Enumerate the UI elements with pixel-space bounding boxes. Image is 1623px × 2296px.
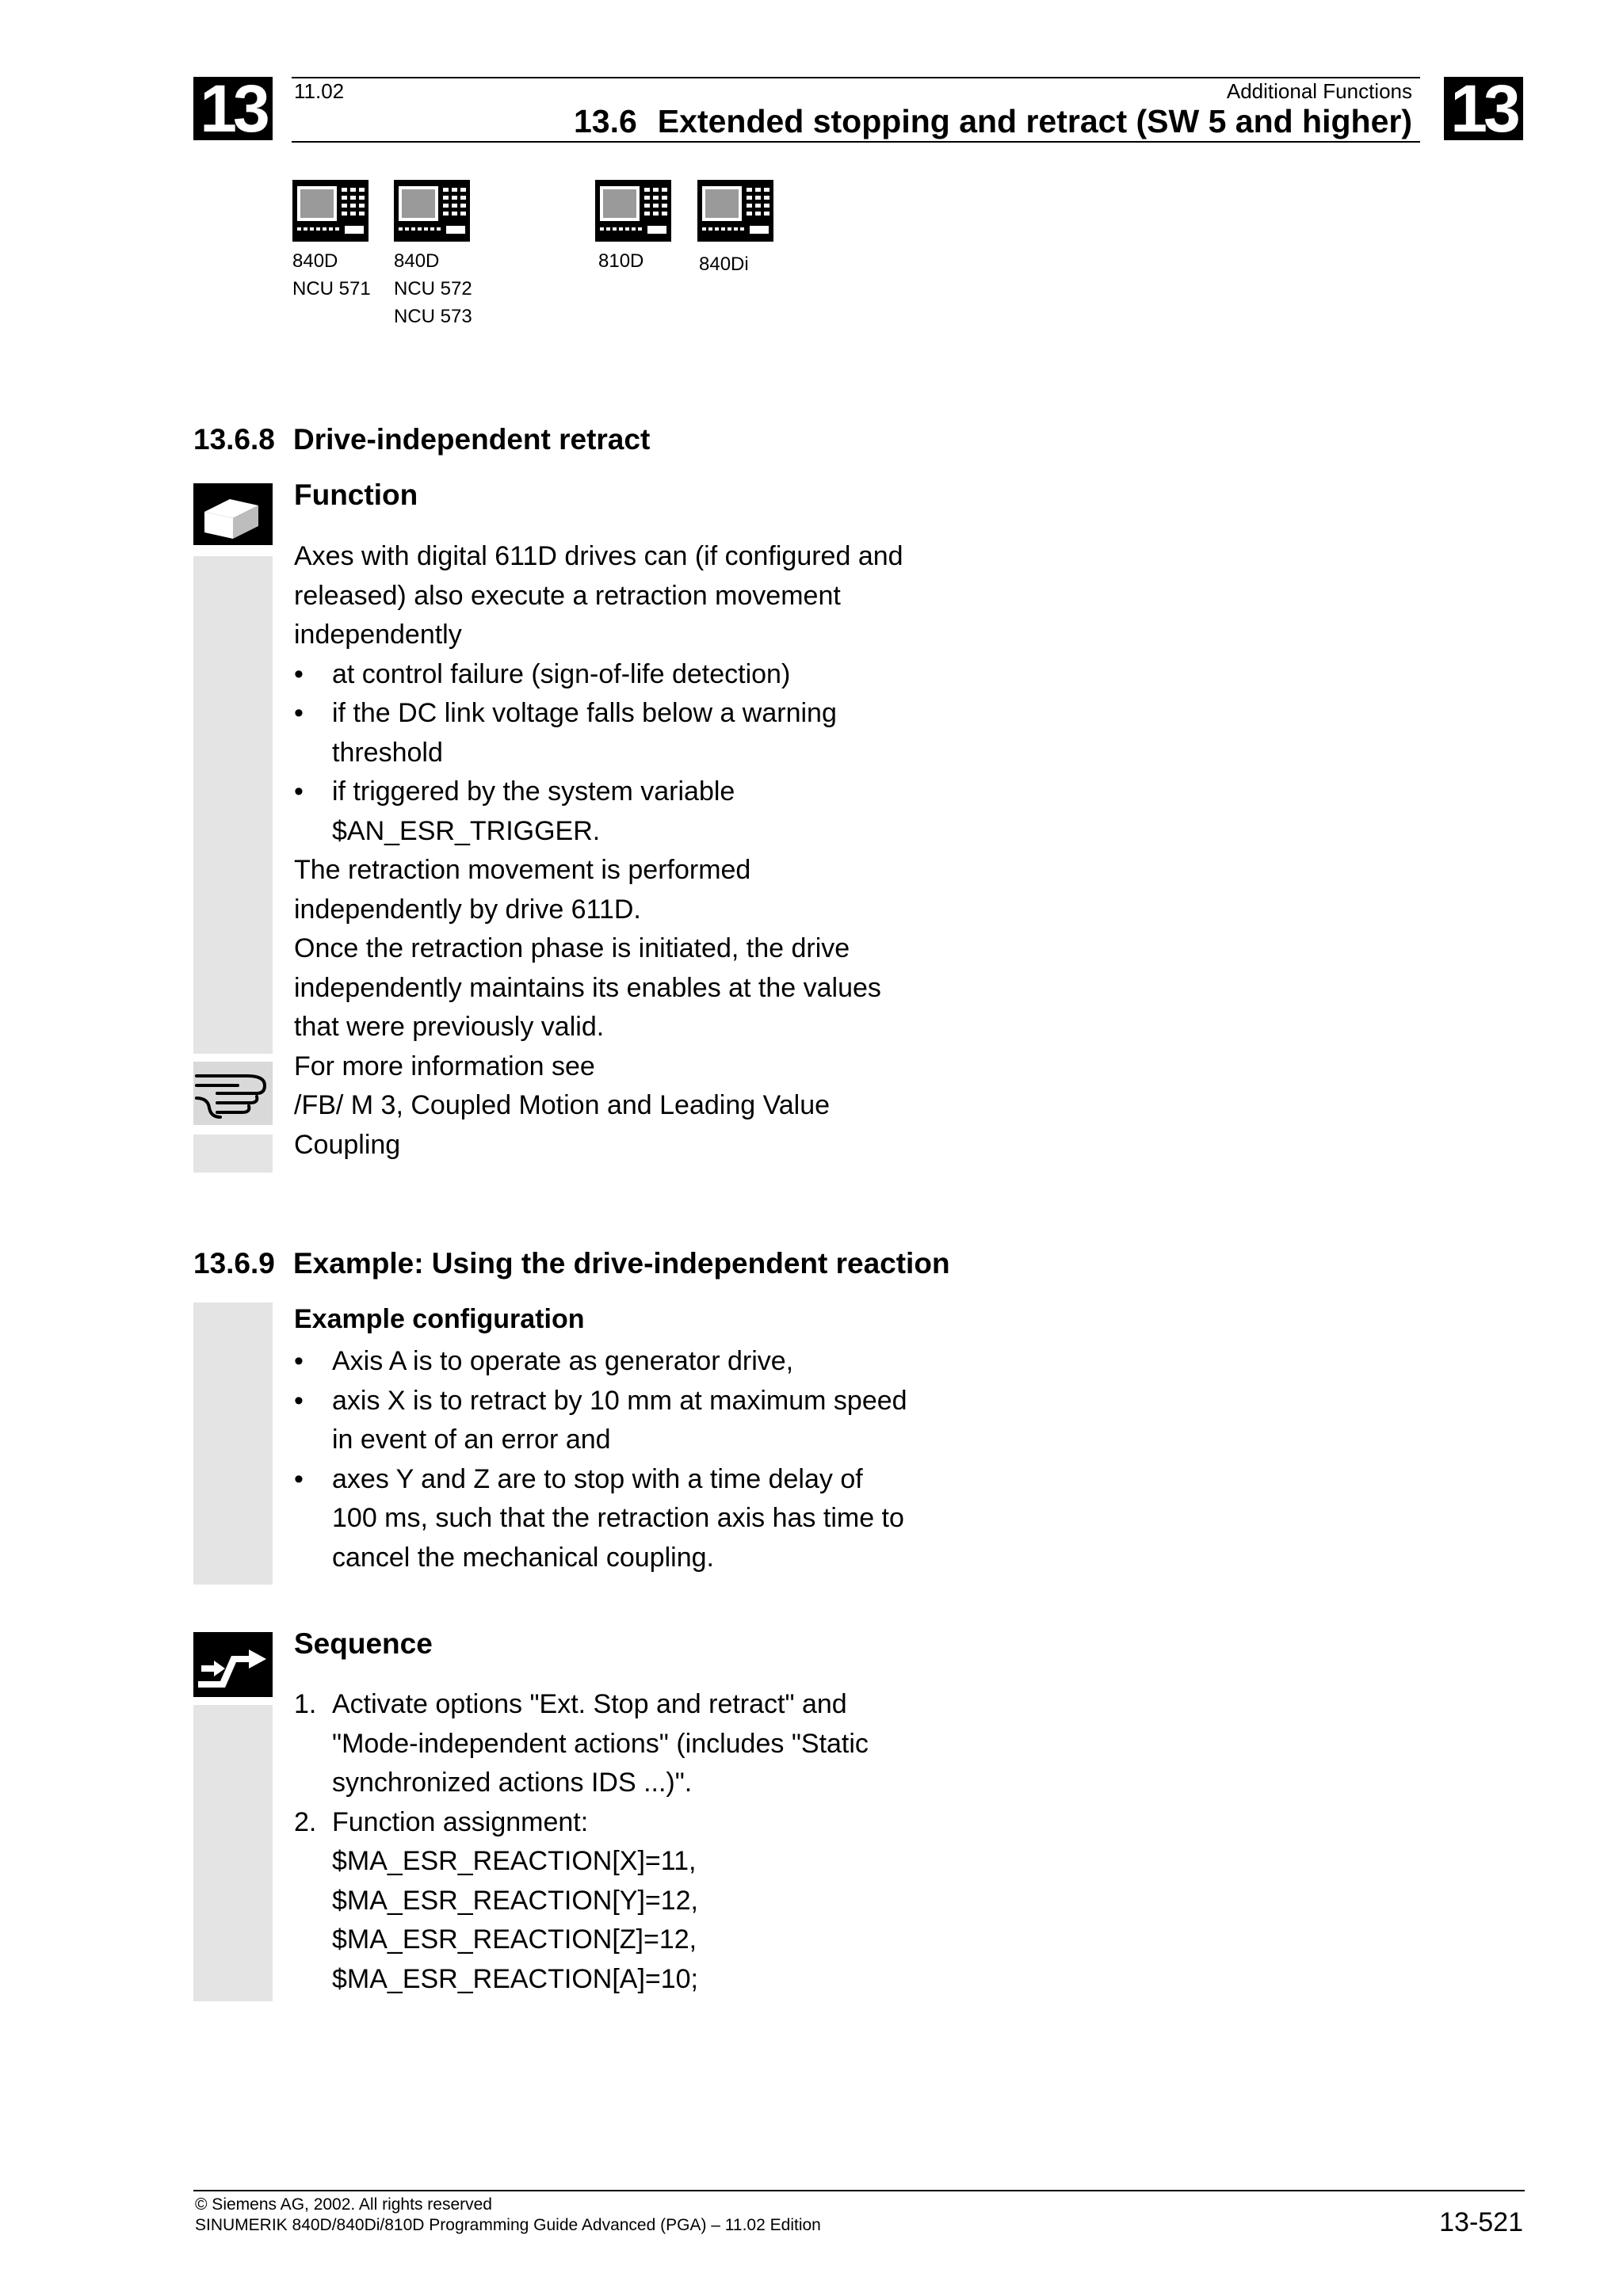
sequence-step: 1. Activate options "Ext. Stop and retract" and "Mode-independent actions" (includes "Static synchronized actions IDS ...)". (294, 1689, 869, 1798)
sequence-heading: Sequence (294, 1627, 433, 1660)
paragraph: The retraction movement is performed independently by drive 611D. (294, 855, 751, 925)
chapter-badge-left: 13 (193, 77, 273, 140)
footer-copyright: © Siemens AG, 2002. All rights reserved (195, 2195, 492, 2214)
list-item: • Axis A is to operate as generator drive, (294, 1342, 1007, 1382)
example-configuration-heading: Example configuration (294, 1304, 585, 1334)
list-item: • at control failure (sign-of-life detection) (294, 655, 1007, 695)
header-chapter-title: Additional Functions (1226, 79, 1412, 103)
footer-rule (193, 2190, 1525, 2191)
header-section-title (574, 103, 1412, 140)
pointing-hand-icon (193, 1062, 273, 1125)
control-label-840di: 840Di (699, 254, 749, 275)
header-rule-top (292, 77, 1420, 78)
sequence-steps (294, 1685, 1007, 1999)
trigger-list (294, 655, 1007, 852)
header-section-text: Extended stopping and retract (SW 5 and higher) (657, 103, 1412, 139)
control-label-840d-571: 840D NCU 571 (292, 250, 371, 299)
control-label-810d: 810D (598, 250, 644, 272)
function-body (294, 537, 1007, 1165)
section-heading-example: 13.6.9 Example: Using the drive-independent reaction (193, 1247, 950, 1280)
list-item: • if the DC link voltage falls below a warning threshold (294, 694, 1007, 772)
footer-document-title: SINUMERIK 840D/840Di/810D Programming Guide Advanced (PGA) – 11.02 Edition (195, 2216, 821, 2234)
sequence-step: 2. Function assignment: $MA_ESR_REACTION[X]=11, $MA_ESR_REACTION[Y]=12, $MA_ESR_REACTION[Z]=12, $MA_ESR_REACTION[A]=10; (294, 1806, 699, 1994)
section-heading-drive-independent-retract: 13.6.8 Drive-independent retract (193, 423, 651, 456)
control-unit-icon (394, 180, 470, 242)
side-gutter (193, 1135, 273, 1173)
list-item: • axes Y and Z are to stop with a time delay of 100 ms, such that the retraction axis has time to cancel the mechanical coupling. (294, 1460, 1007, 1578)
side-gutter (193, 1705, 273, 2001)
side-gutter (193, 556, 273, 1054)
page-number: 13-521 (1439, 2207, 1523, 2237)
example-body (294, 1342, 1007, 1577)
header-section-number: 13.6 (573, 103, 637, 139)
header-rule-bottom (292, 141, 1420, 143)
control-unit-icon (697, 180, 773, 242)
configuration-list (294, 1342, 1007, 1577)
function-cube-icon (193, 483, 273, 545)
list-item: • if triggered by the system variable $AN_ESR_TRIGGER. (294, 772, 1007, 851)
paragraph: Once the retraction phase is initiated, the drive independently maintains its enables at the values that were previously valid. (294, 933, 881, 1042)
header-version: 11.02 (294, 79, 345, 103)
side-gutter (193, 1302, 273, 1585)
sequence-arrows-icon (193, 1632, 273, 1697)
intro-paragraph: Axes with digital 611D drives can (if configured and released) also execute a retraction movement independently (294, 541, 903, 650)
chapter-badge-right: 13 (1444, 77, 1523, 140)
list-item: • axis X is to retract by 10 mm at maximum speed in event of an error and (294, 1382, 1007, 1460)
sequence-body (294, 1685, 1007, 1999)
function-heading: Function (294, 479, 418, 511)
reference-note: For more information see /FB/ M 3, Coupled Motion and Leading Value Coupling (294, 1051, 831, 1160)
control-label-840d-572: 840D NCU 572 NCU 573 (394, 250, 472, 327)
control-unit-icon (292, 180, 369, 242)
control-unit-icon (595, 180, 671, 242)
